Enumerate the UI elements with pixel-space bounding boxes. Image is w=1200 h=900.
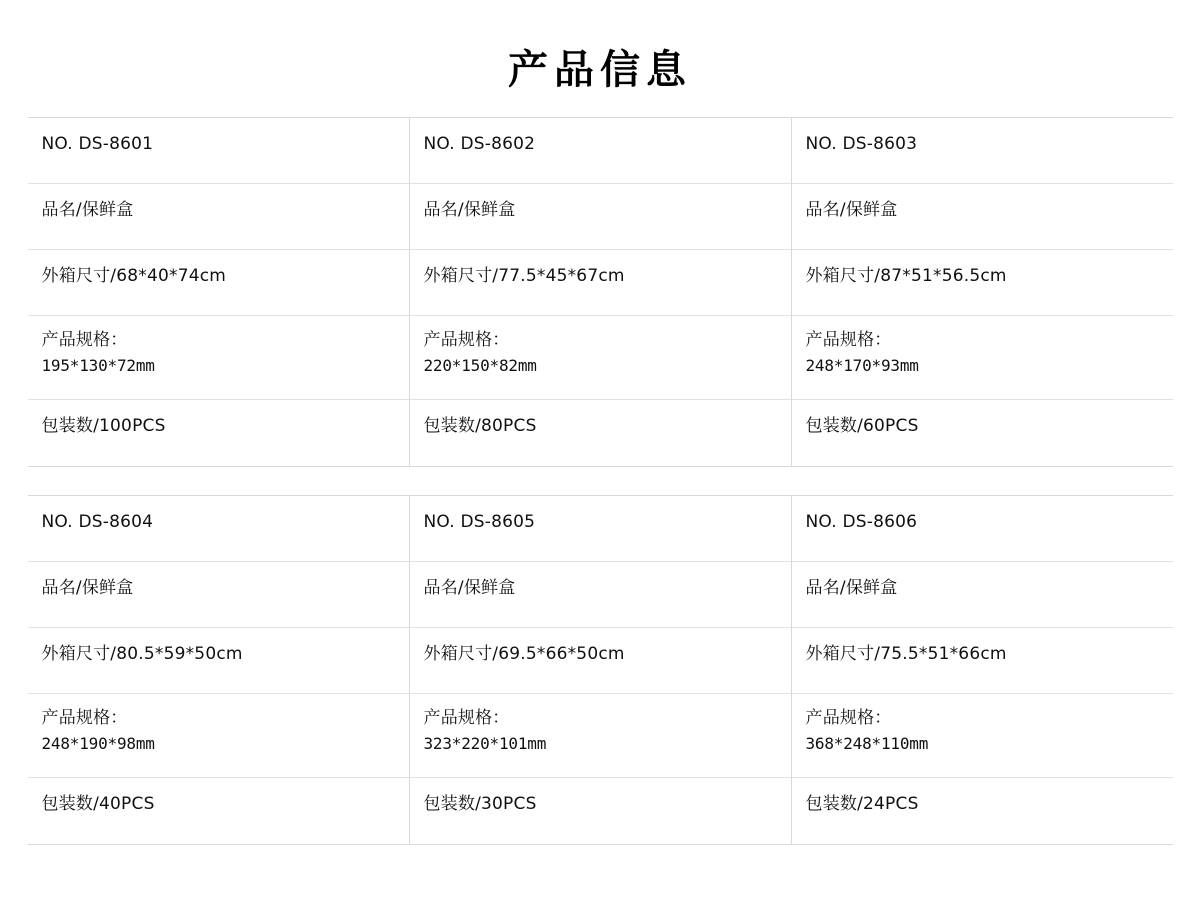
product-spec-value: 248*190*98mm bbox=[41, 734, 155, 754]
product-spec-label: 产品规格： bbox=[423, 708, 510, 728]
product-name: 品名/保鲜盒 bbox=[410, 184, 791, 250]
product-name: 品名/保鲜盒 bbox=[792, 562, 1173, 628]
product-number: NO. DS-8605 bbox=[410, 496, 791, 562]
product-column bbox=[410, 118, 792, 466]
product-spec bbox=[792, 694, 1173, 778]
product-spec-value: 220*150*82mm bbox=[423, 356, 537, 376]
product-spec-label: 产品规格： bbox=[423, 330, 510, 350]
product-spec bbox=[28, 694, 409, 778]
block-separator bbox=[28, 466, 1173, 496]
product-block bbox=[28, 496, 1173, 844]
product-column bbox=[28, 496, 410, 844]
product-number: NO. DS-8604 bbox=[28, 496, 409, 562]
product-spec-grid bbox=[28, 117, 1173, 845]
product-column bbox=[792, 496, 1173, 844]
packing-quantity: 包装数/80PCS bbox=[423, 416, 537, 436]
product-spec-value: 368*248*110mm bbox=[805, 734, 929, 754]
product-spec-label: 产品规格： bbox=[805, 330, 892, 350]
product-spec bbox=[410, 316, 791, 400]
product-spec bbox=[792, 316, 1173, 400]
carton-size: 外箱尺寸/87*51*56.5cm bbox=[792, 250, 1173, 316]
product-spec-value: 248*170*93mm bbox=[805, 356, 919, 376]
packing-quantity: 包装数/40PCS bbox=[41, 794, 155, 814]
product-spec bbox=[410, 694, 791, 778]
product-name: 品名/保鲜盒 bbox=[28, 184, 409, 250]
product-number: NO. DS-8601 bbox=[28, 118, 409, 184]
product-block bbox=[28, 118, 1173, 466]
carton-size: 外箱尺寸/75.5*51*66cm bbox=[792, 628, 1173, 694]
product-column bbox=[792, 118, 1173, 466]
product-column bbox=[28, 118, 410, 466]
packing-quantity: 包装数/100PCS bbox=[41, 416, 166, 436]
product-spec-label: 产品规格： bbox=[41, 708, 128, 728]
product-name: 品名/保鲜盒 bbox=[792, 184, 1173, 250]
product-column bbox=[410, 496, 792, 844]
page-title: 产品信息 bbox=[508, 47, 692, 93]
product-name: 品名/保鲜盒 bbox=[28, 562, 409, 628]
product-number: NO. DS-8603 bbox=[792, 118, 1173, 184]
product-number: NO. DS-8606 bbox=[792, 496, 1173, 562]
carton-size: 外箱尺寸/80.5*59*50cm bbox=[28, 628, 409, 694]
product-spec-value: 195*130*72mm bbox=[41, 356, 155, 376]
carton-size: 外箱尺寸/68*40*74cm bbox=[28, 250, 409, 316]
packing-quantity: 包装数/24PCS bbox=[805, 794, 919, 814]
packing-quantity: 包装数/60PCS bbox=[805, 416, 919, 436]
product-spec bbox=[28, 316, 409, 400]
product-name: 品名/保鲜盒 bbox=[410, 562, 791, 628]
product-spec-label: 产品规格： bbox=[41, 330, 128, 350]
carton-size: 外箱尺寸/69.5*66*50cm bbox=[410, 628, 791, 694]
product-number: NO. DS-8602 bbox=[410, 118, 791, 184]
packing-quantity: 包装数/30PCS bbox=[423, 794, 537, 814]
product-spec-value: 323*220*101mm bbox=[423, 734, 547, 754]
carton-size: 外箱尺寸/77.5*45*67cm bbox=[410, 250, 791, 316]
product-spec-label: 产品规格： bbox=[805, 708, 892, 728]
